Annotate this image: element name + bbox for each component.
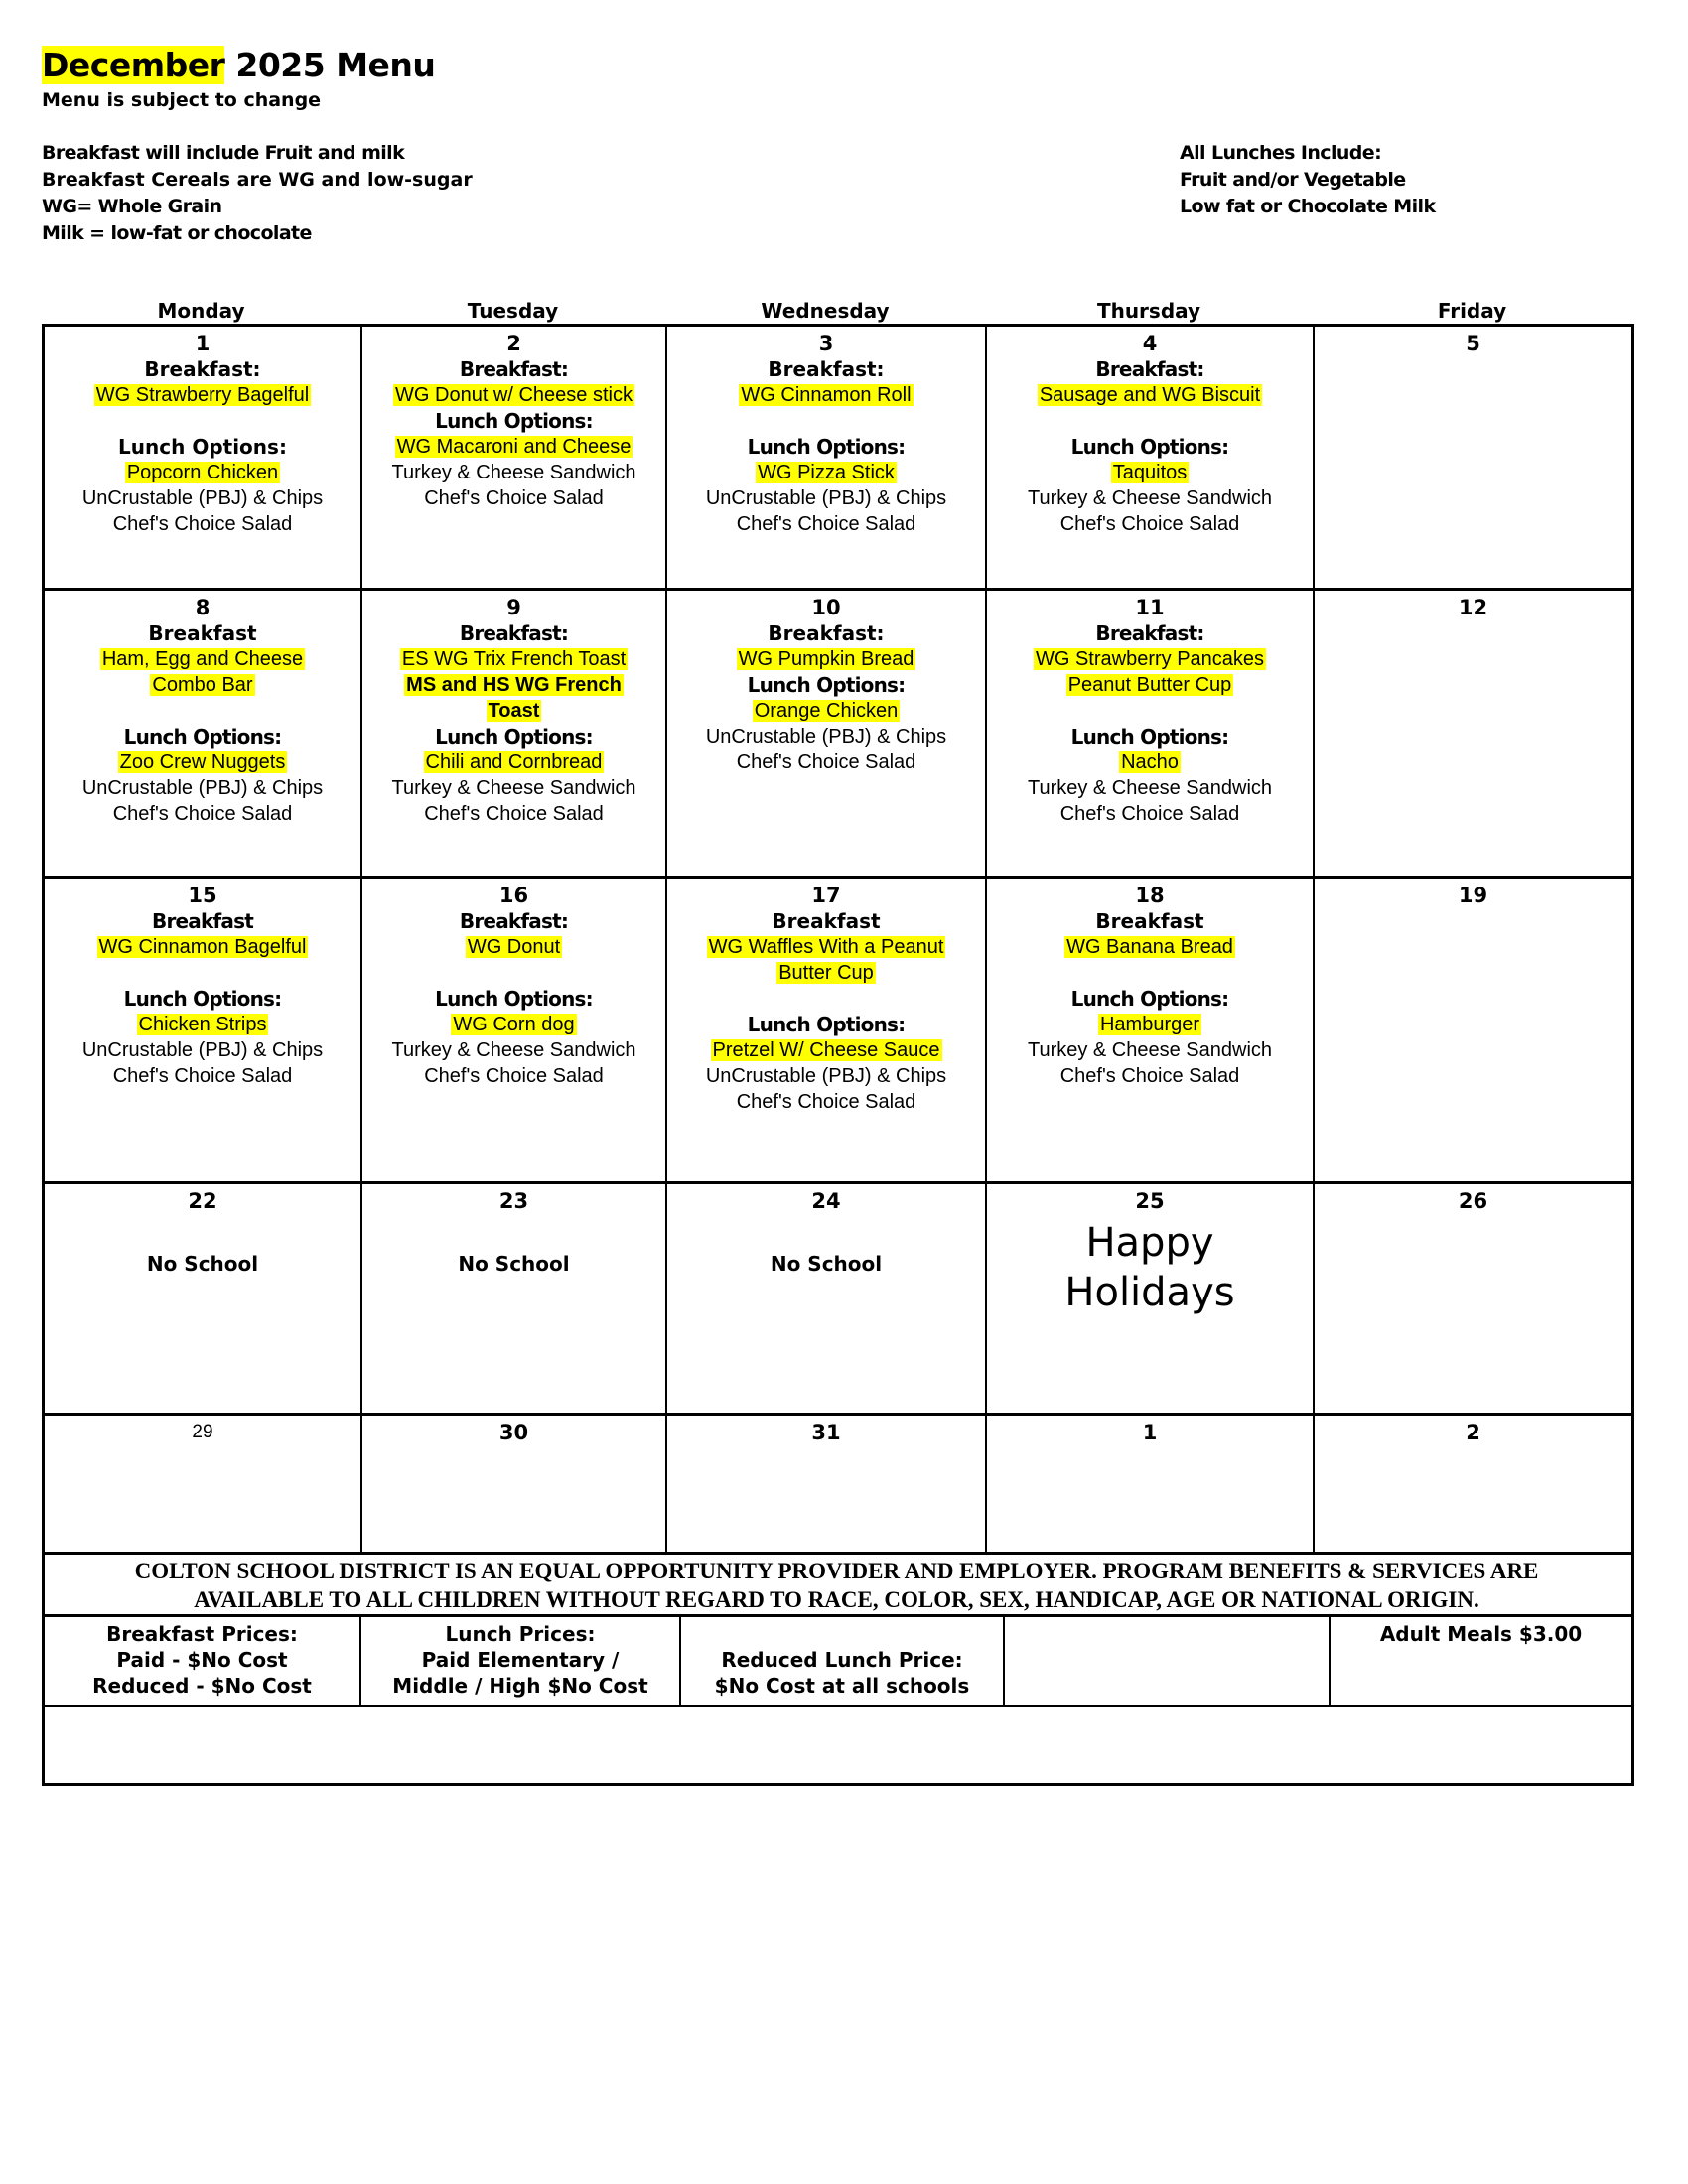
day-number: 5 (1466, 332, 1480, 355)
lunch-main (45, 750, 360, 775)
breakfast-item-text: ES WG Trix French Toast (401, 648, 627, 670)
breakfast-item (667, 646, 985, 672)
lunch-options-label: Lunch Options: (435, 987, 593, 1011)
lunch-alternative: Chef's Choice Salad (1059, 513, 1240, 535)
calendar-day-cell (45, 591, 360, 876)
calendar-day-cell (1315, 591, 1631, 876)
lunch-main-text: Orange Chicken (754, 700, 899, 722)
day-number: 17 (811, 884, 841, 907)
calendar-day-cell (667, 327, 985, 588)
lunch-alternative: Chef's Choice Salad (112, 1065, 293, 1087)
lunch-notes (1180, 140, 1435, 220)
lunch-options-label: Lunch Options: (1070, 435, 1229, 459)
breakfast-item-text: WG Pumpkin Bread (738, 648, 914, 670)
spacer (45, 698, 360, 724)
breakfast-item (667, 960, 985, 986)
calendar-day-cell (362, 1416, 665, 1552)
breakfast-item (362, 382, 665, 408)
lunch-alternative: Chef's Choice Salad (424, 487, 604, 509)
breakfast-item (362, 672, 665, 698)
lunch-alternative: Turkey & Cheese Sandwich (391, 777, 636, 799)
breakfast-item (987, 382, 1313, 408)
lunch-price-elementary: Paid Elementary / (421, 1648, 620, 1672)
lunch-alternative: UnCrustable (PBJ) & Chips (81, 777, 324, 799)
breakfast-price-reduced: Reduced - $No Cost (92, 1674, 312, 1698)
calendar-day-cell (987, 879, 1313, 1181)
title-month: December (42, 46, 225, 84)
lunch-main-text: Taquitos (1112, 462, 1188, 483)
equal-opportunity-disclaimer (45, 1557, 1628, 1614)
breakfast-item-text: Sausage and WG Biscuit (1039, 384, 1261, 406)
day-number: 9 (506, 596, 521, 619)
breakfast-item-text: WG Donut (467, 936, 561, 958)
calendar-day-cell (45, 327, 360, 588)
page-title (42, 44, 435, 87)
grid-line (42, 1705, 1634, 1707)
calendar-day-cell (362, 1184, 665, 1413)
calendar-day-cell (667, 591, 985, 876)
breakfast-label: Breakfast (772, 909, 881, 933)
lunch-note-title: All Lunches Include: (1180, 142, 1382, 164)
lunch-alternative: UnCrustable (PBJ) & Chips (705, 487, 947, 509)
day-number: 1 (1142, 1421, 1158, 1444)
weekday-thursday: Thursday (1096, 299, 1201, 323)
spacer (362, 960, 665, 986)
day-number: 4 (1142, 332, 1158, 355)
calendar-day-cell (362, 327, 665, 588)
lunch-main (362, 750, 665, 775)
day-number: 11 (1135, 596, 1165, 619)
spacer (667, 986, 985, 1012)
lunch-alternative: Turkey & Cheese Sandwich (1027, 777, 1273, 799)
day-number: 2 (506, 332, 521, 355)
spacer (667, 408, 985, 434)
lunch-alternative: Turkey & Cheese Sandwich (391, 462, 636, 483)
lunch-main-text: Zoo Crew Nuggets (119, 751, 286, 773)
weekday-wednesday: Wednesday (761, 299, 890, 323)
calendar-day-cell (1315, 879, 1631, 1181)
lunch-prices-label: Lunch Prices: (445, 1622, 596, 1646)
grid-line (42, 1181, 1634, 1184)
grid-line (42, 324, 1634, 327)
breakfast-label: Breakfast (152, 909, 253, 933)
breakfast-label: Breakfast: (144, 357, 261, 381)
lunch-options-label: Lunch Options: (123, 987, 282, 1011)
calendar-day-cell (1315, 1184, 1631, 1413)
lunch-alternative: Chef's Choice Salad (736, 513, 916, 535)
breakfast-label: Breakfast (148, 621, 257, 645)
breakfast-item-text: WG Strawberry Bagelful (95, 384, 310, 406)
day-number: 26 (1458, 1189, 1488, 1213)
day-number: 31 (811, 1421, 841, 1444)
lunch-options-label: Lunch Options: (435, 409, 593, 433)
breakfast-item (45, 672, 360, 698)
wg-note: WG= Whole Grain (42, 196, 222, 217)
breakfast-item (362, 934, 665, 960)
breakfast-label: Breakfast: (768, 357, 885, 381)
disclaimer-line-1: COLTON SCHOOL DISTRICT IS AN EQUAL OPPORTUNITY PROVIDER AND EMPLOYER. PROGRAM BENEFITS & SERVICES ARE (134, 1559, 1539, 1583)
breakfast-item-text: Butter Cup (778, 962, 874, 984)
lunch-main (362, 1012, 665, 1037)
lunch-alternative: Chef's Choice Salad (1059, 1065, 1240, 1087)
breakfast-label: Breakfast: (768, 621, 885, 645)
calendar-day-cell (667, 879, 985, 1181)
grid-line (42, 876, 1634, 879)
cereal-note: Breakfast Cereals are WG and low-sugar (42, 169, 473, 191)
breakfast-prices-label: Breakfast Prices: (106, 1622, 298, 1646)
breakfast-item-text: MS and HS WG French (406, 674, 622, 696)
breakfast-item (987, 934, 1313, 960)
lunch-main-text: Hamburger (1099, 1014, 1200, 1035)
adult-meals-price: Adult Meals $3.00 (1379, 1622, 1583, 1646)
day-number: 3 (818, 332, 834, 355)
lunch-prices (361, 1621, 679, 1699)
lunch-alternative: Turkey & Cheese Sandwich (1027, 1039, 1273, 1061)
day-number: 23 (498, 1189, 529, 1213)
breakfast-item-text: Toast (488, 700, 540, 722)
lunch-options-label: Lunch Options: (747, 435, 906, 459)
lunch-options-label: Lunch Options: (747, 673, 906, 697)
breakfast-notes (42, 140, 473, 247)
no-school-note: No School (146, 1252, 259, 1276)
lunch-main-text: Popcorn Chicken (126, 462, 279, 483)
holiday-line: Holidays (1064, 1270, 1235, 1315)
breakfast-price-paid: Paid - $No Cost (116, 1648, 288, 1672)
breakfast-label: Breakfast: (459, 621, 569, 645)
breakfast-label: Breakfast (1095, 909, 1204, 933)
breakfast-label: Breakfast: (459, 357, 569, 381)
lunch-options-label: Lunch Options: (1070, 987, 1229, 1011)
calendar-day-cell (362, 879, 665, 1181)
breakfast-item (362, 698, 665, 724)
reduced-lunch-value: $No Cost at all schools (714, 1674, 970, 1698)
lunch-options-label: Lunch Options: (123, 725, 282, 749)
weekday-monday: Monday (157, 299, 245, 323)
lunch-main-text: WG Corn dog (453, 1014, 575, 1035)
calendar-day-cell (987, 1416, 1313, 1552)
lunch-main-text: Nacho (1121, 751, 1179, 773)
breakfast-note: Breakfast will include Fruit and milk (42, 142, 405, 164)
breakfast-item (987, 672, 1313, 698)
day-number: 8 (195, 596, 211, 619)
breakfast-item (362, 646, 665, 672)
reduced-lunch-price (681, 1647, 1003, 1699)
breakfast-item-text: WG Waffles With a Peanut (708, 936, 944, 958)
lunch-main (987, 750, 1313, 775)
day-number: 24 (811, 1189, 841, 1213)
lunch-options-label: Lunch Options: (1070, 725, 1229, 749)
calendar-day-cell (1315, 1416, 1631, 1552)
day-number: 16 (498, 884, 529, 907)
lunch-main (987, 1012, 1313, 1037)
spacer (45, 408, 360, 434)
lunch-alternative: Chef's Choice Salad (112, 803, 293, 825)
calendar-day-cell (45, 879, 360, 1181)
lunch-alternative: UnCrustable (PBJ) & Chips (705, 1065, 947, 1087)
grid-line (665, 324, 667, 1555)
day-number: 29 (192, 1422, 213, 1442)
subtitle: Menu is subject to change (42, 89, 322, 111)
lunch-main (987, 460, 1313, 485)
spacer (987, 960, 1313, 986)
breakfast-label: Breakfast: (1095, 357, 1204, 381)
breakfast-item (987, 646, 1313, 672)
calendar-day-cell (45, 1416, 360, 1552)
disclaimer-line-2: AVAILABLE TO ALL CHILDREN WITHOUT REGARD TO RACE, COLOR, SEX, HANDICAP, AGE OR NATIONAL ORIGIN. (194, 1587, 1479, 1612)
breakfast-item-text: WG Banana Bread (1066, 936, 1233, 958)
day-number: 22 (188, 1189, 217, 1213)
lunch-alternative: Turkey & Cheese Sandwich (391, 1039, 636, 1061)
breakfast-item-text: WG Donut w/ Cheese stick (395, 384, 633, 406)
weekday-friday: Friday (1437, 299, 1507, 323)
breakfast-item-text: Peanut Butter Cup (1067, 674, 1232, 696)
grid-line (42, 1552, 1634, 1555)
lunch-main (362, 434, 665, 460)
grid-line (985, 324, 987, 1555)
grid-line (42, 1783, 1634, 1786)
lunch-options-label: Lunch Options: (435, 725, 593, 749)
holiday-greeting (987, 1218, 1313, 1317)
no-school-note: No School (770, 1252, 883, 1276)
lunch-alternative: Chef's Choice Salad (424, 1065, 604, 1087)
day-number: 15 (188, 884, 217, 907)
breakfast-item-text: WG Cinnamon Roll (741, 384, 912, 406)
day-number: 10 (811, 596, 841, 619)
lunch-note-milk: Low fat or Chocolate Milk (1180, 196, 1436, 217)
calendar-day-cell (987, 327, 1313, 588)
breakfast-label: Breakfast: (459, 909, 569, 933)
lunch-main-text: Chicken Strips (138, 1014, 267, 1035)
lunch-price-middle-high: Middle / High $No Cost (392, 1674, 648, 1698)
lunch-main-text: Chili and Cornbread (425, 751, 603, 773)
grid-line (42, 1413, 1634, 1416)
breakfast-item-text: WG Cinnamon Bagelful (98, 936, 307, 958)
calendar-day-cell (987, 1184, 1313, 1413)
lunch-alternative: Chef's Choice Salad (424, 803, 604, 825)
spacer (45, 960, 360, 986)
lunch-main (667, 460, 985, 485)
lunch-main (45, 1012, 360, 1037)
breakfast-item (667, 382, 985, 408)
day-number: 30 (498, 1421, 529, 1444)
lunch-main-text: WG Pizza Stick (758, 462, 895, 483)
day-number: 2 (1466, 1421, 1480, 1444)
lunch-options-label: Lunch Options: (747, 1013, 906, 1036)
milk-note: Milk = low-fat or chocolate (42, 222, 312, 244)
lunch-note-fruit: Fruit and/or Vegetable (1180, 169, 1406, 191)
holiday-line: Happy (1085, 1220, 1214, 1266)
breakfast-item (45, 934, 360, 960)
breakfast-item-text: Combo Bar (152, 674, 253, 696)
breakfast-item-text: WG Strawberry Pancakes (1035, 648, 1265, 670)
reduced-lunch-label: Reduced Lunch Price: (721, 1648, 963, 1672)
title-year-menu: 2025 Menu (224, 46, 436, 84)
calendar-day-cell (667, 1416, 985, 1552)
grid-line (42, 588, 1634, 591)
lunch-alternative: Chef's Choice Salad (112, 513, 293, 535)
calendar-day-cell (1315, 327, 1631, 588)
lunch-alternative: Chef's Choice Salad (736, 751, 916, 773)
calendar-day-cell (362, 591, 665, 876)
lunch-options-label: Lunch Options: (118, 435, 287, 459)
lunch-alternative: Chef's Choice Salad (1059, 803, 1240, 825)
day-number: 18 (1135, 884, 1165, 907)
grid-line (42, 1614, 1634, 1617)
calendar-day-cell (987, 591, 1313, 876)
day-number: 1 (195, 332, 211, 355)
lunch-alternative: Chef's Choice Salad (736, 1091, 916, 1113)
lunch-main (45, 460, 360, 485)
spacer (987, 698, 1313, 724)
grid-line (1313, 324, 1315, 1555)
lunch-alternative: UnCrustable (PBJ) & Chips (81, 487, 324, 509)
grid-line (1631, 324, 1634, 1786)
weekday-tuesday: Tuesday (467, 299, 559, 323)
breakfast-item (45, 382, 360, 408)
lunch-alternative: Turkey & Cheese Sandwich (1027, 487, 1273, 509)
breakfast-item (667, 934, 985, 960)
breakfast-item-text: Ham, Egg and Cheese (101, 648, 304, 670)
lunch-main-text: Pretzel W/ Cheese Sauce (712, 1039, 940, 1061)
breakfast-prices (45, 1621, 359, 1699)
lunch-alternative: UnCrustable (PBJ) & Chips (705, 726, 947, 748)
calendar-day-cell (45, 1184, 360, 1413)
grid-line (360, 324, 362, 1555)
no-school-note: No School (458, 1252, 570, 1276)
grid-line (1003, 1614, 1005, 1706)
lunch-main-text: WG Macaroni and Cheese (396, 436, 632, 458)
breakfast-item (45, 646, 360, 672)
calendar-day-cell (667, 1184, 985, 1413)
day-number: 12 (1458, 596, 1488, 619)
day-number: 19 (1458, 884, 1488, 907)
spacer (987, 408, 1313, 434)
lunch-main (667, 698, 985, 724)
breakfast-label: Breakfast: (1095, 621, 1204, 645)
day-number: 25 (1135, 1189, 1165, 1213)
lunch-alternative: UnCrustable (PBJ) & Chips (81, 1039, 324, 1061)
lunch-main (667, 1037, 985, 1063)
